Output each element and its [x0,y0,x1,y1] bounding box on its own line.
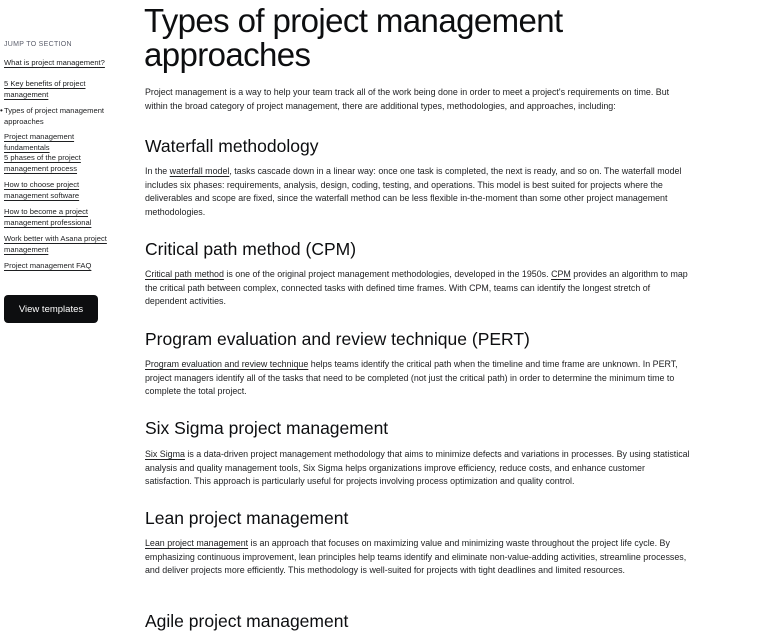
pert-link[interactable]: Program evaluation and review technique [145,359,309,369]
intro-paragraph: Project management is a way to help your team track all of the work being done in order to meet a project's requirements on time. But within the broad category of project management, there are additional types, methodologies, and approaches, including: [145,87,670,111]
active-bullet: • [0,106,3,115]
heading-agile: Agile project management [145,611,349,631]
heading-critical-path: Critical path method (CPM) [145,239,357,259]
sidebar-item-key-benefits[interactable]: 5 Key benefits of project management [4,79,86,100]
sidebar-item-what-is-project-management[interactable]: What is project management? [4,58,105,67]
waterfall-text-post: , tasks cascade down in a linear way: once one task is completed, the next is ready, and so on. The waterfall model includes six phases: requirements, analysis, design, coding, testing, and operations. This model is best suited for projects where the deliverables and scope are fixed, since the waterfall method can be less flexible in-the-moment than some other project management methodologies. [145,166,682,217]
sidebar-item-five-phases[interactable]: 5 phases of the project management process [4,153,81,174]
waterfall-text-pre: In the [145,166,170,176]
pert-paragraph [145,358,690,399]
sidebar-item-choose-software[interactable]: How to choose project management software [4,180,80,201]
sidebar-item-work-better-asana[interactable]: Work better with Asana project management [4,234,107,255]
lean-project-management-link[interactable]: Lean project management [145,538,249,548]
view-templates-button[interactable]: View templates [4,295,98,323]
six-sigma-paragraph [145,448,690,489]
page-title: Types of project management approaches [144,2,563,73]
sidebar-item-types-approaches[interactable] [0,105,120,128]
sidebar-item-label: Types of project management approaches [4,106,105,127]
heading-lean: Lean project management [145,508,349,528]
jump-to-section-label: JUMP TO SECTION [4,41,72,48]
critical-path-paragraph [145,268,690,309]
heading-waterfall: Waterfall methodology [145,136,319,156]
six-sigma-text-post: is a data-driven project management methodology that aims to minimize defects and variations in processes. By using statistical analysis and quality management tools, Six Sigma helps organizations improve efficiency, reduce costs, and enhance customer satisfaction. This approach is particularly useful for projects involving process optimization and quality control. [145,449,690,487]
lean-paragraph [145,537,690,578]
six-sigma-link[interactable]: Six Sigma [145,449,185,459]
cpm-link[interactable]: CPM [551,269,571,279]
sidebar-item-fundamentals[interactable]: Project management fundamentals [4,132,75,153]
heading-six-sigma: Six Sigma project management [145,418,389,438]
sidebar-item-faq[interactable]: Project management FAQ [4,261,92,270]
waterfall-paragraph [145,165,690,219]
critical-path-method-link[interactable]: Critical path method [145,269,224,279]
heading-pert: Program evaluation and review technique (PERT) [145,329,530,349]
waterfall-model-link[interactable]: waterfall model [169,166,230,176]
sidebar-item-become-professional[interactable]: How to become a project management professional [4,207,92,228]
critical-path-text-mid: is one of the original project management methodologies, developed in the 1950s. [223,269,552,279]
lean-text-post: is an approach that focuses on maximizing value and minimizing waste throughout the project life cycle. By emphasizing continuous improvement, lean principles help teams identify and eliminate non-value-adding activities, streamline processes, and deliver projects more efficiently. This methodology is well-suited for projects with tight deadlines and limited resources. [145,538,687,576]
pert-text-post: helps teams identify the critical path when the timeline and time frame are unknown. In PERT, project managers identify all of the tasks that need to be completed (not just the critical path) in order to determine the minimum time to complete the total project. [145,359,678,397]
critical-path-text-post: provides an algorithm to map the critical path between complex, connected tasks with defined time frames. With CPM, teams can identify the longest stretch of dependent activities. [145,269,688,307]
